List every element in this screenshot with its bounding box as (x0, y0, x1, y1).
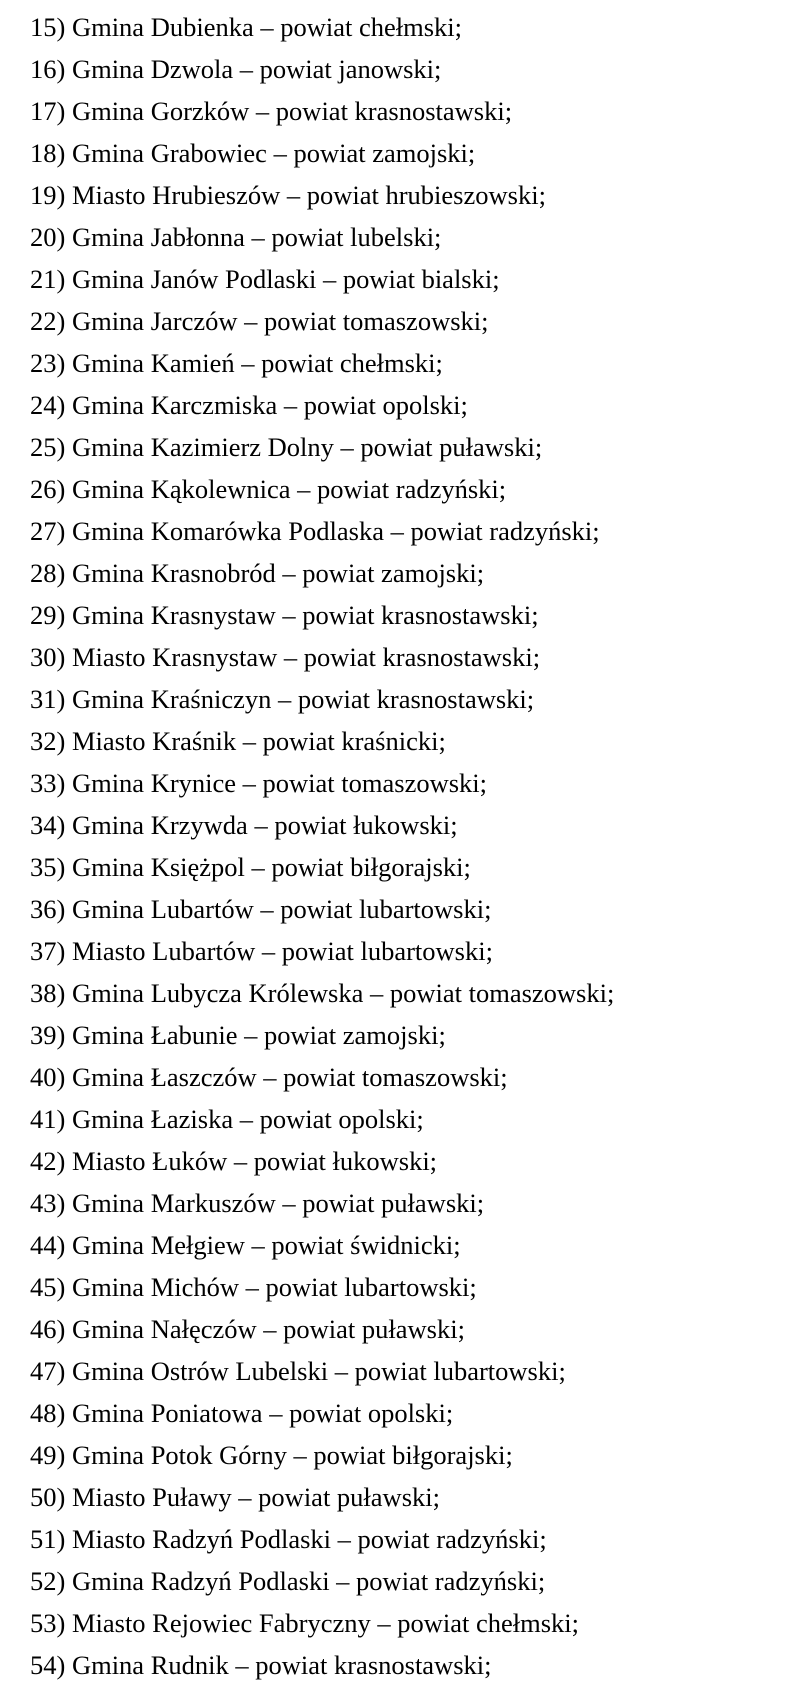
list-item: 34) Gmina Krzywda – powiat łukowski; (30, 810, 458, 840)
list-item: 31) Gmina Kraśniczyn – powiat krasnostawski; (30, 684, 535, 714)
list-item: 42) Miasto Łuków – powiat łukowski; (30, 1146, 438, 1176)
list-item: 26) Gmina Kąkolewnica – powiat radzyński; (30, 474, 507, 504)
document-list (30, 6, 780, 1686)
list-item: 41) Gmina Łaziska – powiat opolski; (30, 1104, 424, 1134)
list-item: 39) Gmina Łabunie – powiat zamojski; (30, 1020, 446, 1050)
list-item: 38) Gmina Lubycza Królewska – powiat tomaszowski; (30, 978, 615, 1008)
list-item: 32) Miasto Kraśnik – powiat kraśnicki; (30, 726, 446, 756)
list-item: 40) Gmina Łaszczów – powiat tomaszowski; (30, 1062, 508, 1092)
list-item: 30) Miasto Krasnystaw – powiat krasnostawski; (30, 642, 541, 672)
list-item: 53) Miasto Rejowiec Fabryczny – powiat chełmski; (30, 1608, 580, 1638)
list-item: 49) Gmina Potok Górny – powiat biłgorajski; (30, 1440, 513, 1470)
list-item: 50) Miasto Puławy – powiat puławski; (30, 1482, 440, 1512)
list-item: 35) Gmina Księżpol – powiat biłgorajski; (30, 852, 471, 882)
list-item: 22) Gmina Jarczów – powiat tomaszowski; (30, 306, 489, 336)
list-item: 29) Gmina Krasnystaw – powiat krasnostawski; (30, 600, 539, 630)
list-item: 48) Gmina Poniatowa – powiat opolski; (30, 1398, 454, 1428)
list-item: 44) Gmina Mełgiew – powiat świdnicki; (30, 1230, 461, 1260)
list-item: 20) Gmina Jabłonna – powiat lubelski; (30, 222, 442, 252)
list-item: 23) Gmina Kamień – powiat chełmski; (30, 348, 443, 378)
list-item: 51) Miasto Radzyń Podlaski – powiat radzyński; (30, 1524, 547, 1554)
list-item: 43) Gmina Markuszów – powiat puławski; (30, 1188, 485, 1218)
list-item: 45) Gmina Michów – powiat lubartowski; (30, 1272, 477, 1302)
list-item: 15) Gmina Dubienka – powiat chełmski; (30, 12, 463, 42)
list-item: 36) Gmina Lubartów – powiat lubartowski; (30, 894, 492, 924)
list-item: 21) Gmina Janów Podlaski – powiat bialski; (30, 264, 500, 294)
list-item: 33) Gmina Krynice – powiat tomaszowski; (30, 768, 488, 798)
list-item: 17) Gmina Gorzków – powiat krasnostawski; (30, 96, 513, 126)
list-item: 37) Miasto Lubartów – powiat lubartowski; (30, 936, 493, 966)
list-item: 18) Gmina Grabowiec – powiat zamojski; (30, 138, 476, 168)
list-item: 54) Gmina Rudnik – powiat krasnostawski; (30, 1650, 492, 1680)
list-item: 52) Gmina Radzyń Podlaski – powiat radzyński; (30, 1566, 546, 1596)
list-item: 46) Gmina Nałęczów – powiat puławski; (30, 1314, 465, 1344)
list-item: 28) Gmina Krasnobród – powiat zamojski; (30, 558, 485, 588)
list-item: 24) Gmina Karczmiska – powiat opolski; (30, 390, 468, 420)
list-item: 47) Gmina Ostrów Lubelski – powiat lubartowski; (30, 1356, 566, 1386)
list-item: 25) Gmina Kazimierz Dolny – powiat puławski; (30, 432, 543, 462)
list-item: 19) Miasto Hrubieszów – powiat hrubieszowski; (30, 180, 546, 210)
list-item: 27) Gmina Komarówka Podlaska – powiat radzyński; (30, 516, 600, 546)
list-item: 16) Gmina Dzwola – powiat janowski; (30, 54, 442, 84)
